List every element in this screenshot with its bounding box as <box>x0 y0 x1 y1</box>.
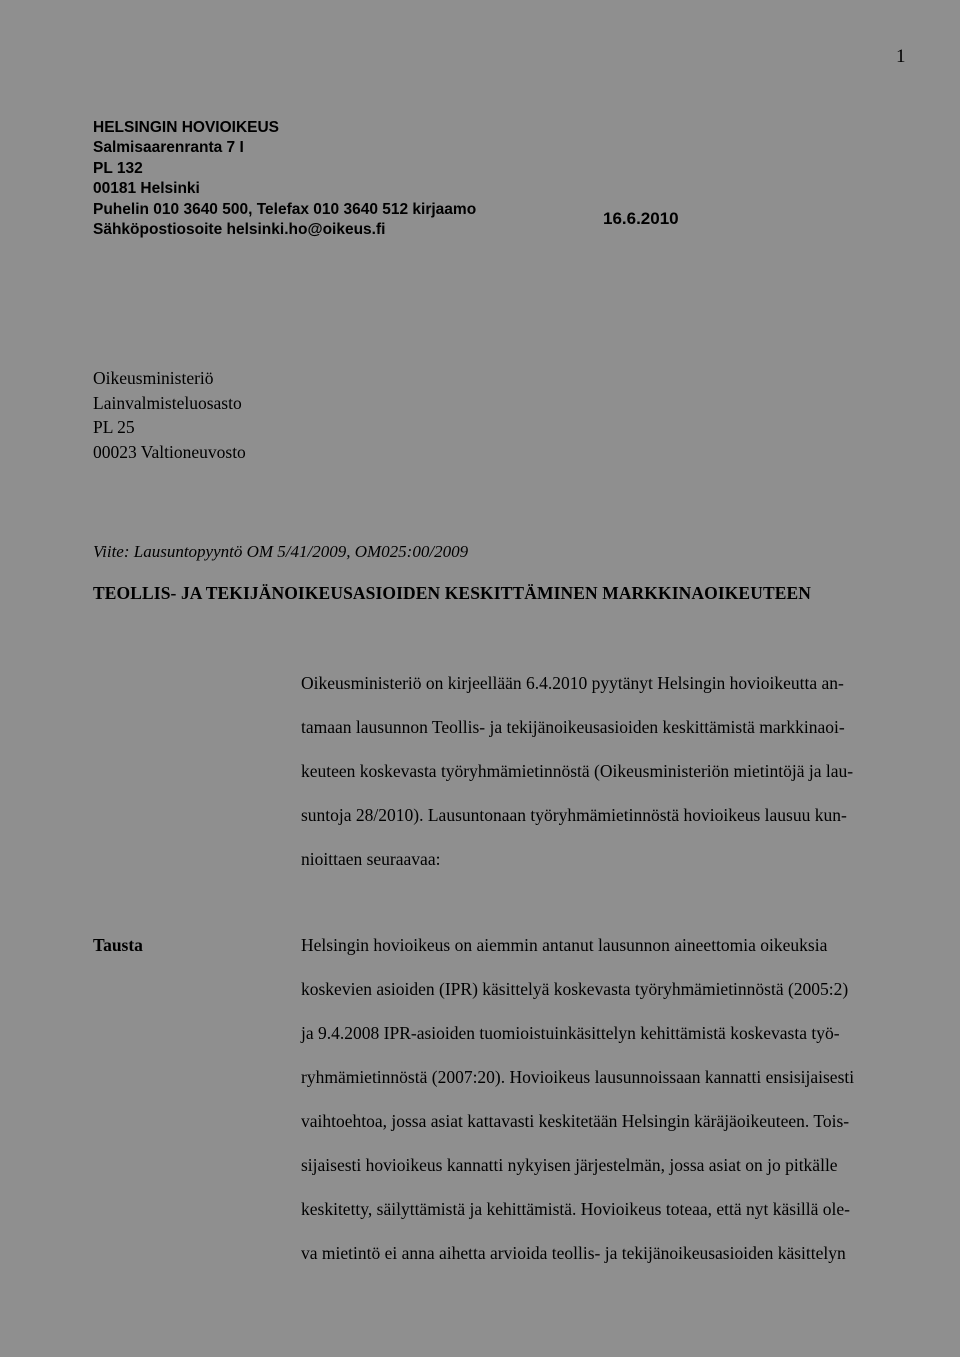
section-line: keskitetty, säilyttämistä ja kehittämistä. Hovioikeus toteaa, että nyt käsillä ole- <box>301 1199 851 1219</box>
intro-line: suntoja 28/2010). Lausuntonaan työryhmämietinnöstä hovioikeus lausuu kun- <box>301 805 847 825</box>
sender-letterhead <box>93 118 476 240</box>
sender-line: HELSINGIN HOVIOIKEUS <box>93 119 280 136</box>
section-line: vaihtoehtoa, jossa asiat kattavasti keskitetään Helsingin käräjäoikeuteen. Tois- <box>301 1111 850 1131</box>
intro-line: nioittaen seuraavaa: <box>301 849 441 869</box>
sender-line: Puhelin 010 3640 500, Telefax 010 3640 512 kirjaamo <box>93 200 477 218</box>
sender-line: 00181 Helsinki <box>93 180 200 198</box>
subject-heading: TEOLLIS- JA TEKIJÄNOIKEUSASIOIDEN KESKITTÄMINEN MARKKINAOIKEUTEEN <box>93 583 812 603</box>
recipient-line: PL 25 <box>93 417 135 437</box>
recipient-line: Lainvalmisteluosasto <box>93 392 242 413</box>
section-line: koskevien asioiden (IPR) käsittelyä koskevasta työryhmämietinnöstä (2005:2) <box>301 979 849 999</box>
document-date: 16.6.2010 <box>603 209 679 228</box>
recipient-address <box>93 366 246 464</box>
section-line: va mietintö ei anna aihetta arvioida teollis- ja tekijänoikeusasioiden käsittelyn <box>301 1243 846 1263</box>
recipient-line: 00023 Valtioneuvosto <box>93 441 246 462</box>
intro-line: keuteen koskevasta työryhmämietinnöstä (Oikeusministeriön mietintöjä ja lau- <box>301 761 854 781</box>
section-line: sijaisesti hovioikeus kannatti nykyisen järjestelmän, jossa asiat on jo pitkälle <box>301 1155 838 1175</box>
section-line: ja 9.4.2008 IPR-asioiden tuomioistuinkäsittelyn kehittämistä koskevasta työ- <box>301 1023 840 1043</box>
section-line: Helsingin hovioikeus on aiemmin antanut lausunnon aineettomia oikeuksia <box>301 935 828 955</box>
reference-line: Viite: Lausuntopyyntö OM 5/41/2009, OM025:00/2009 <box>93 542 469 561</box>
sender-line: Salmisaarenranta 7 I <box>93 139 244 157</box>
sender-line: PL 132 <box>93 159 143 177</box>
recipient-line: Oikeusministeriö <box>93 368 214 388</box>
section-line: ryhmämietinnöstä (2007:20). Hovioikeus lausunnoissaan kannatti ensisijaisesti <box>301 1067 855 1087</box>
sender-line: Sähköpostiosoite helsinki.ho@oikeus.fi <box>93 221 386 239</box>
intro-line: tamaan lausunnon Teollis- ja tekijänoikeusasioiden keskittämistä markkinaoi- <box>301 717 845 737</box>
page-number: 1 <box>896 46 906 67</box>
section-heading: Tausta <box>93 935 143 955</box>
intro-line: Oikeusministeriö on kirjeellään 6.4.2010 pyytänyt Helsingin hovioikeutta an- <box>301 673 844 693</box>
